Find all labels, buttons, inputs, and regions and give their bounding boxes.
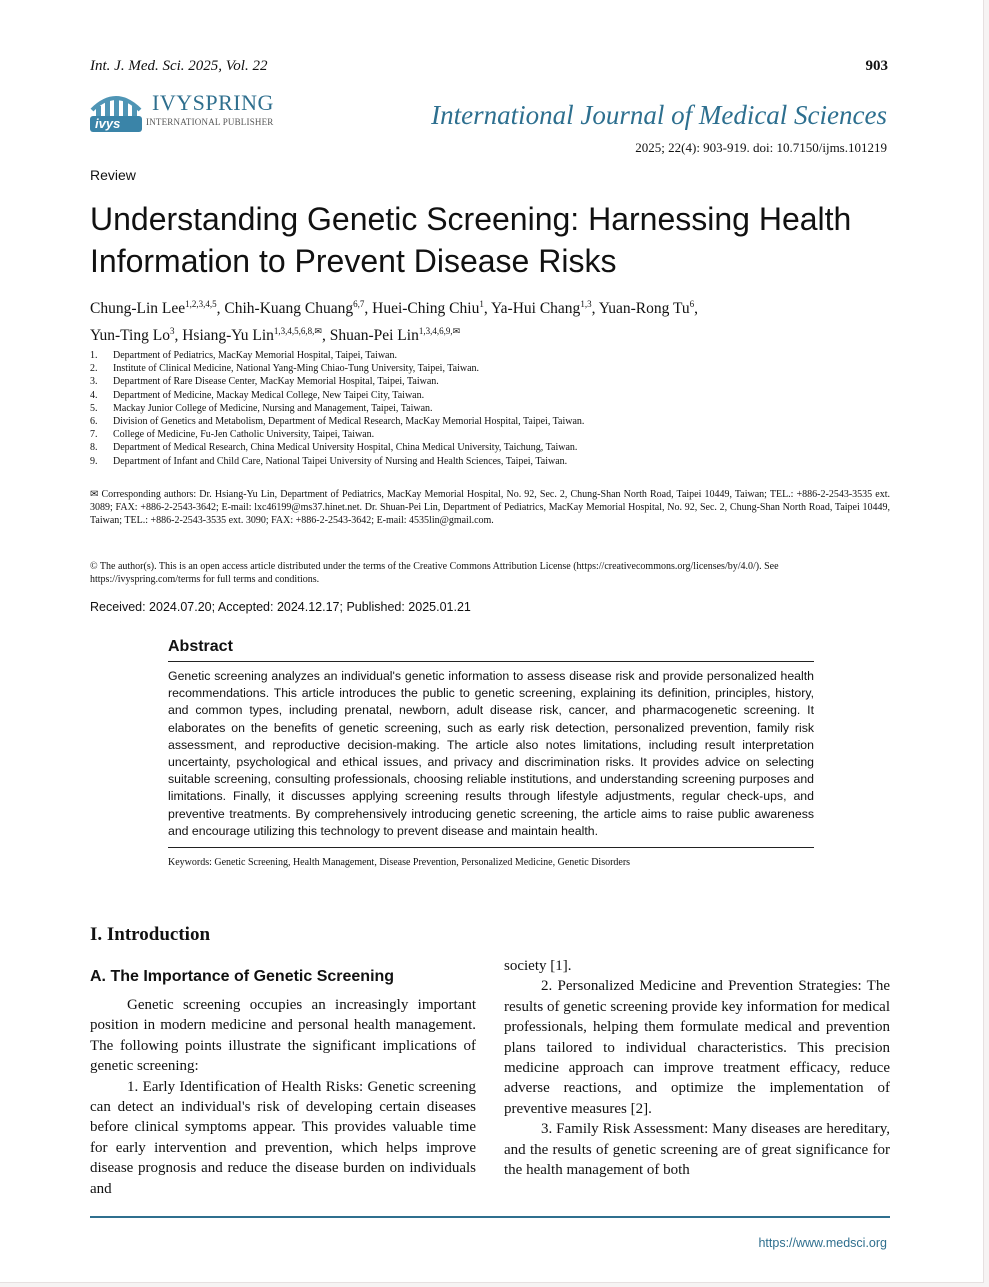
journal-name: International Journal of Medical Sciences (431, 100, 887, 130)
affiliation-number: 6. (90, 416, 98, 428)
affiliation-text: Division of Genetics and Metabolism, Department of Medical Research, MacKay Memorial Hospital, Taipei, Taiwan. (113, 416, 585, 428)
envelope-icon: ✉ (314, 326, 322, 337)
affiliation-text: Department of Medical Research, China Medical University Hospital, China Medical University, Taichung, Taiwan. (113, 442, 578, 454)
author: Yuan-Rong Tu (598, 300, 690, 318)
affiliation-number: 8. (90, 442, 98, 454)
license-notice: © The author(s). This is an open access article distributed under the terms of the Creative Commons Attribution License (https://creativecommons.org/licenses/by/4.0/). See https://ivyspring.com/terms for full terms and conditions. (90, 561, 779, 585)
author-affiliation-marker: 1,2,3,4,5 (185, 299, 217, 309)
abstract-heading: Abstract (168, 638, 814, 662)
page-number: 903 (865, 58, 888, 74)
affiliation-item (90, 455, 890, 468)
logo-text: ivys (95, 116, 121, 131)
affiliation-text: Department of Pediatrics, MacKay Memorial Hospital, Taipei, Taiwan. (113, 350, 397, 361)
affiliation-number: 3. (90, 376, 98, 388)
publisher-name: IVYSPRING (152, 90, 274, 115)
journal-reference-text: Int. J. Med. Sci. 2025, Vol. 22 (90, 58, 268, 74)
paragraph-continuation: society [1]. (504, 958, 572, 974)
article-title: Understanding Genetic Screening: Harnessing Health Information to Prevent Disease Risks (90, 201, 852, 279)
affiliation-text: Institute of Clinical Medicine, National Yang-Ming Chiao-Tung University, Taipei, Taiwan. (113, 363, 480, 375)
paragraph: 3. Family Risk Assessment: Many diseases are hereditary, and the results of genetic screening are of great significance for the health management of both (504, 1121, 890, 1179)
affiliation-item (90, 428, 890, 441)
affiliation-item (90, 441, 890, 454)
affiliation-list (90, 349, 890, 468)
publisher-logo (88, 90, 288, 134)
section-heading: I. Introduction (90, 924, 211, 945)
paragraph: 2. Personalized Medicine and Prevention Strategies: The results of genetic screening provide key information for medical professionals, helping them formulate medical and prevention plans tailored to individual characteristics. This precision medicine approach can improve treatment efficacy, reduce adverse reactions, and optimize the implementation of preventive measures [2]. (504, 978, 890, 1117)
affiliation-number: 4. (90, 389, 98, 401)
author-affiliation-marker: 1,3,4,6,9, (418, 326, 453, 337)
subsection-heading: A. The Importance of Genetic Screening (90, 968, 395, 985)
abstract-box (168, 638, 814, 868)
author-affiliation-marker: 3 (169, 326, 175, 337)
author: Chih-Kuang Chuang (224, 300, 354, 318)
author: Yun-Ting Lo (90, 327, 170, 345)
affiliation-number: 5. (90, 402, 98, 414)
keywords: Keywords: Genetic Screening, Health Management, Disease Prevention, Personalized Medicine, Genetic Disorders (168, 857, 631, 869)
affiliation-text: College of Medicine, Fu-Jen Catholic University, Taipei, Taiwan. (113, 429, 375, 441)
affiliation-number: 2. (90, 363, 98, 375)
corresponding-authors (90, 488, 890, 527)
author-affiliation-marker: 1,3,4,5,6,8, (273, 326, 315, 337)
affiliation-text: Mackay Junior College of Medicine, Nursing and Management, Taipei, Taiwan. (113, 402, 433, 414)
author-list: Chung-Lin Lee$^{1,2,3,4,5}$, Chih-Kuang Chuang$^{6,7}$, Huei-Ching Chiu$^1$, Ya-Hui Chang$^{1,3}$, Yuan-Rong Tu$^6$, Yun-Ting Lo$^3$, Hsiang-Yu Lin$^{1,3,4,5,6,8,✉}$, Shuan-Pei Lin$^{1,3,4,6,9,✉}$ (90, 299, 698, 345)
envelope-icon: ✉ (90, 489, 102, 500)
corresponding-text: Corresponding authors: Dr. Hsiang-Yu Lin, Department of Pediatrics, MacKay Memorial Hospital, No. 92, Sec. 2, Chung-Shan North Road, Taipei 10449, Taiwan; TEL.: +886-2-2543-3535 ext. 3089; FAX: +886-2-2543-3642; E-mail: lxc46199@ms37.hinet.net. Dr. Shuan-Pei Lin, Department of Pediatrics, MacKay Memorial Hospital, No. 92, Sec. 2, Chung-Shan North Road, Taipei 10449, Taiwan; TEL.: +886-2-2543-3535 ext. 3090; FAX: +886-2-2543-3642; E-mail: 4535lin@gmail.com. (90, 489, 890, 526)
footer-divider (90, 1216, 890, 1218)
affiliation-number: 9. (90, 455, 98, 467)
author-affiliation-marker: 6 (689, 299, 695, 309)
citation: 2025; 22(4): 903-919. doi: 10.7150/ijms.101219 (635, 140, 887, 155)
affiliation-text: Department of Infant and Child Care, National Taipei University of Nursing and Health Sciences, Taipei, Taiwan. (113, 455, 568, 467)
author: Ya-Hui Chang (491, 300, 581, 318)
author-affiliation-marker: 6,7 (353, 299, 365, 309)
affiliation-number: 7. (90, 429, 98, 441)
affiliation-item (90, 375, 890, 388)
affiliation-text: Department of Rare Disease Center, MacKay Memorial Hospital, Taipei, Taiwan. (113, 376, 439, 388)
article-type: Review (90, 167, 136, 183)
abstract-text: Genetic screening analyzes an individual's genetic information to assess disease risk and provide personalized health recommendations. This article introduces the public to genetic screening, explaining its definition, principles, history, and common types, including prenatal, newborn, adult disease risk, cancer, and pharmacogenetic screening. It elaborates on the benefits of genetic screening, such as early risk detection, personalized prevention, family risk assessment, and reproductive decision-making. The article also notes limitations, including result interpretation uncertainty, psychological and ethical issues, and privacy and discrimination risks. It provides advice on selecting suitable screening, consulting professionals, choosing reliable institutions, and understanding screening purposes and limitations. Finally, it discusses applying screening results through lifestyle adjustments, regular check-ups, and preventive treatments. By comprehensively introducing genetic screening, the article aims to raise public awareness and encourage utilizing this technology to prevent disease and maintain health. (168, 662, 814, 848)
affiliation-item (90, 349, 890, 362)
author: Hsiang-Yu Lin (182, 327, 274, 345)
publication-dates: Received: 2024.07.20; Accepted: 2024.12.17; Published: 2025.01.21 (90, 600, 471, 614)
author: Chung-Lin Lee (90, 300, 186, 318)
affiliation-text: Department of Medicine, Mackay Medical College, New Taipei City, Taiwan. (113, 389, 425, 401)
author-affiliation-marker: 1,3 (580, 299, 592, 309)
publisher-subtitle: INTERNATIONAL PUBLISHER (146, 117, 274, 127)
author: Huei-Ching Chiu (372, 300, 480, 318)
envelope-icon: ✉ (452, 326, 461, 337)
affiliation-item (90, 389, 890, 402)
affiliation-item (90, 362, 890, 375)
paragraph: Genetic screening occupies an increasingly important position in modern medicine and personal health management. The following points illustrate the significant implications of genetic screening: (90, 997, 476, 1075)
affiliation-number: 1. (90, 350, 98, 361)
body-left-column (90, 995, 476, 1199)
author-affiliation-marker: 1 (479, 299, 484, 309)
affiliation-item (90, 402, 890, 415)
footer-link[interactable]: https://www.medsci.org (758, 1236, 887, 1250)
paragraph: 1. Early Identification of Health Risks: Genetic screening can detect an individual's risk of developing certain diseases before clinical symptoms appear. This provides valuable time for early intervention and prevention, which helps improve disease prognosis and reduce the disease burden on individuals and (90, 1078, 476, 1197)
affiliation-item (90, 415, 890, 428)
journal-reference (90, 58, 267, 75)
body-right-column (504, 956, 890, 1180)
author: Shuan-Pei Lin (329, 327, 419, 345)
